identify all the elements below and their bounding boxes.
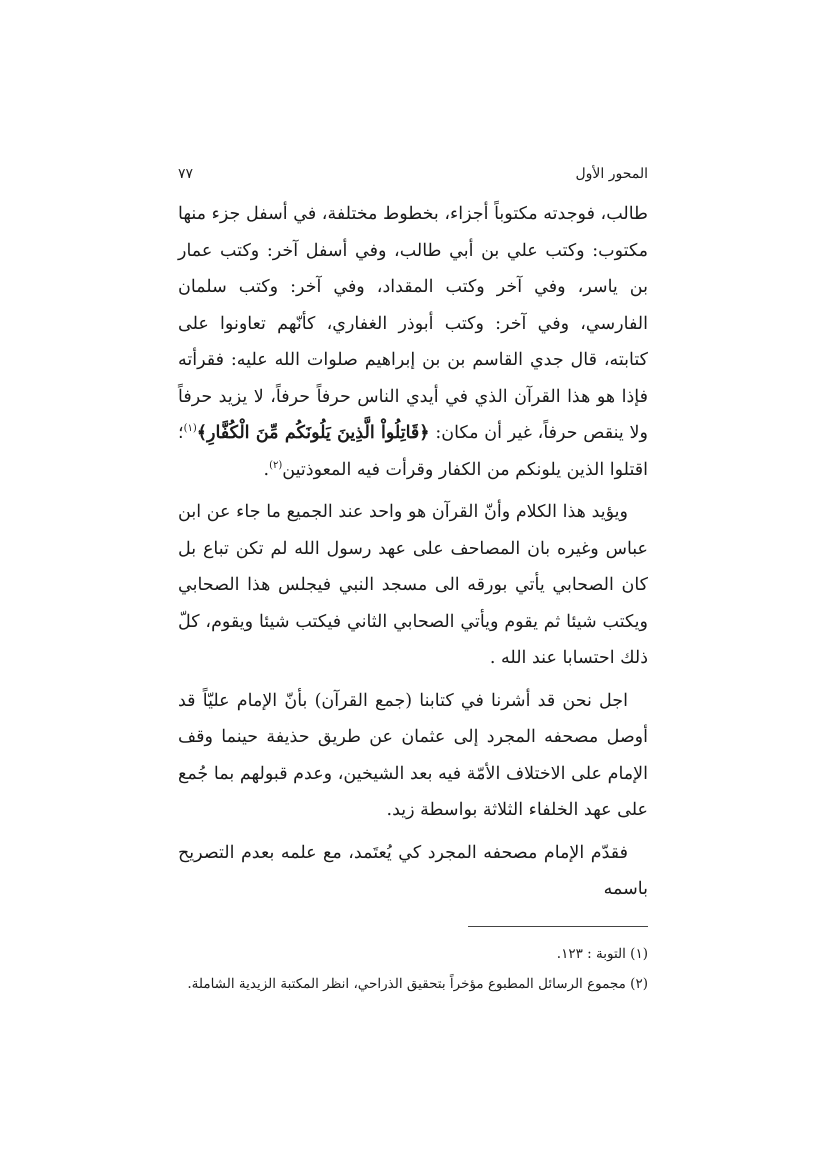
- footnote-ref-2[interactable]: (٢): [269, 459, 283, 471]
- paragraph-4: فقدّم الإمام مصحفه المجرد كي يُعتَمد، مع علمه بعدم التصريح باسمه: [178, 842, 648, 899]
- footnotes: [178, 939, 648, 999]
- paragraph-3: اجل نحن قد أشرنا في كتابنا (جمع القرآن) بأنّ الإمام عليّاً قد أوصل مصحفه المجرد إلى عثمان عن طريق حذيفة حينما وقف الإمام على الاختلاف الأمّة فيه بعد الشيخين، وعدم قبولهم بما جُمع على عهد الخلفاء الثلاثة بواسطة زيد.: [178, 690, 648, 820]
- paragraph-1-text: طالب، فوجدته مكتوباً أجزاء، بخطوط مختلفة، في أسفل جزء منها مكتوب: وكتب علي بن أبي طالب، وفي أسفل آخر: وكتب عمار بن ياسر، وفي آخر وكتب المقداد، وفي آخر: وكتب سلمان الفارسي، وفي آخر: وكتب أبوذر الغفاري، كأنّهم تعاونوا على كتابته، قال جدي القاسم بن بن إبراهيم صلوات الله عليه: فقرأته فإذا هو هذا القرآن الذي في أيدي الناس حرفاً حرفاً، لا يزيد حرفاً ولا ينقص حرفاً، غير أن مكان:: [178, 204, 648, 443]
- footnote-2: (٢) مجموع الرسائل المطبوع مؤخراً بتحقيق الذراحي، انظر المكتبة الزيدية الشاملة.: [187, 975, 648, 992]
- page-number: ٧٧: [178, 166, 194, 182]
- paragraph-1: [178, 196, 648, 488]
- footnote-ref-1[interactable]: (١): [183, 423, 197, 435]
- paragraph-1-end: .: [263, 459, 270, 480]
- page-content: [178, 160, 648, 999]
- paragraph-1-text-continued: ؛ اقتلوا الذين يلونكم من الكفار وقرأت فيه المعوذتين: [178, 423, 648, 480]
- chapter-title: المحور الأول: [575, 166, 648, 182]
- quran-verse: ﴿قَاتِلُواْ الَّذِينَ يَلُونَكُم مِّنَ الْكُفَّارِ﴾: [196, 423, 430, 443]
- paragraph-2: ويؤيد هذا الكلام وأنّ القرآن هو واحد عند الجميع ما جاء عن ابن عباس وغيره بان المصاحف على عهد رسول الله لم تكن تباع بل كان الصحابي يأتي بورقه الى مسجد النبي فيجلس هذا الصحابي ويكتب شيئا ثم يقوم ويأتي الصحابي الثاني فيكتب شيئا ويقوم، كلّ ذلك احتسابا عند الله .: [178, 502, 648, 668]
- footnote-1: (١) التوبة : ١٢٣.: [556, 945, 648, 962]
- footnote-divider: [468, 926, 648, 927]
- running-header: [178, 160, 648, 190]
